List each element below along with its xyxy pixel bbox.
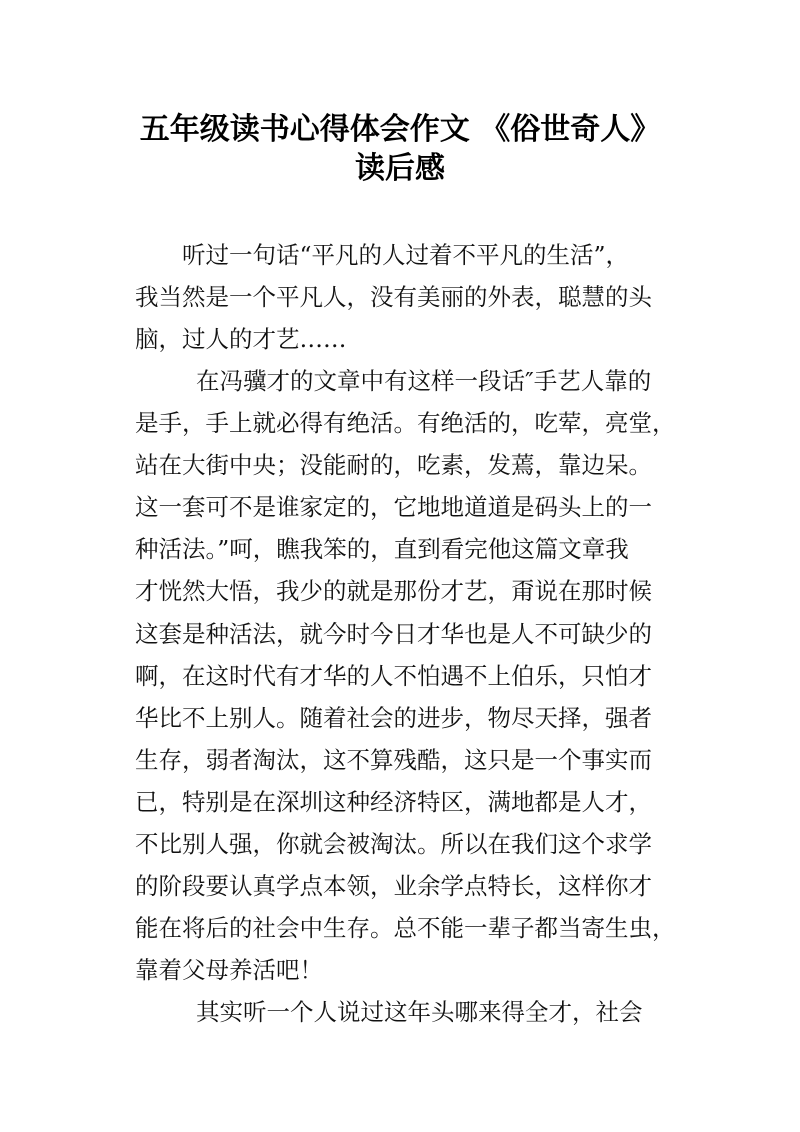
document-title-line-1: 五年级读书心得体会作文 《俗世奇人》: [139, 112, 661, 147]
body-text-line: 在冯骥才的文章中有这样一段话″手艺人靠的: [196, 367, 652, 396]
body-text-line: 已，特别是在深圳这种经济特区，满地都是人才，: [135, 787, 652, 816]
document-title-line-2: 读后感: [355, 151, 445, 186]
body-text-line: 不比别人强，你就会被淘汰。所以在我们这个求学: [135, 829, 652, 858]
body-text-line: 啊，在这时代有才华的人不怕遇不上伯乐，只怕才: [135, 661, 652, 690]
body-text-line: 才恍然大悟，我少的就是那份才艺，甭说在那时候: [135, 577, 652, 606]
body-text-line: 站在大街中央；没能耐的，吃素，发蔫，靠边呆。: [135, 451, 652, 480]
body-text-line: 这一套可不是谁家定的，它地地道道是码头上的一: [135, 493, 652, 522]
body-text-line: 能在将后的社会中生存。总不能一辈子都当寄生虫，: [135, 913, 676, 942]
body-text-line: 是手，手上就必得有绝活。有绝活的，吃荤，亮堂，: [135, 409, 676, 438]
body-text-line: 脑，过人的才艺……: [135, 325, 347, 354]
body-text-line: 其实听一个人说过这年头哪来得全才，社会: [196, 998, 643, 1027]
body-text-line: 靠着父母养活吧！: [135, 956, 323, 985]
body-text-line: 华比不上别人。随着社会的进步，物尽天择，强者: [135, 703, 652, 732]
body-text-line: 听过一句话“平凡的人过着不平凡的生活”，: [182, 241, 630, 269]
body-text-line: 这套是种活法，就今时今日才华也是人不可缺少的: [135, 619, 652, 648]
body-text-line: 我当然是一个平凡人，没有美丽的外表，聪慧的头: [135, 283, 652, 312]
body-text-line: 种活法。”呵，瞧我笨的，直到看完他这篇文章我: [135, 535, 629, 564]
body-text-line: 的阶段要认真学点本领，业余学点特长，这样你才: [135, 871, 652, 900]
body-text-line: 生存，弱者淘汰，这不算残酷，这只是一个事实而: [135, 745, 652, 774]
